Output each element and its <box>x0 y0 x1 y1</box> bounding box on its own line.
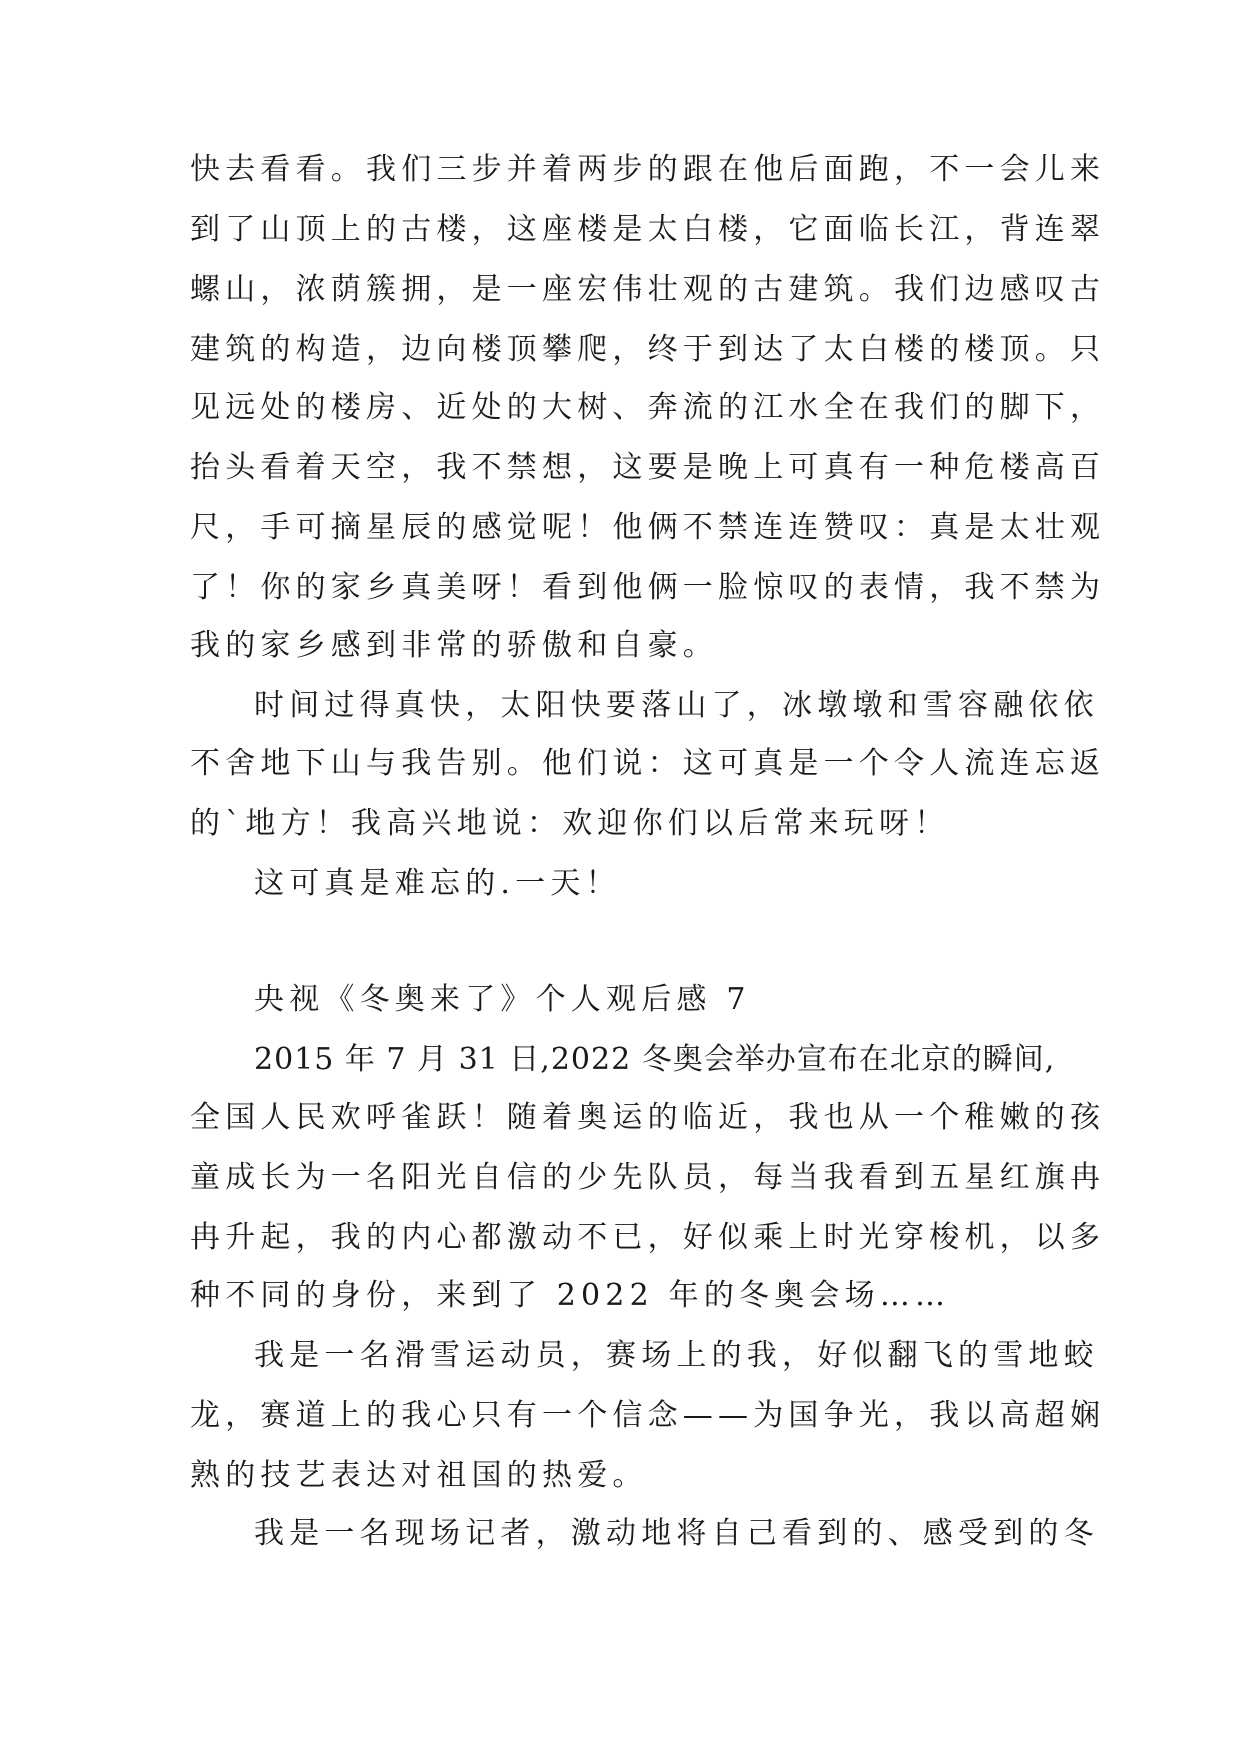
paragraph-start-line: 这可真是难忘的.一天！ <box>254 866 621 901</box>
paragraph-start-line: 时间过得真快，太阳快要落山了，冰墩墩和雪容融依依 <box>254 688 1099 723</box>
text-line: 童成长为一名阳光自信的少先队员，每当我看到五星红旗冉 <box>190 1160 1106 1195</box>
text-line: 我的家乡感到非常的骄傲和自豪。 <box>190 628 718 663</box>
text-line: 的`地方！我高兴地说：欢迎你们以后常来玩呀！ <box>190 806 950 841</box>
text-line: 了！你的家乡真美呀！看到他俩一脸惊叹的表情，我不禁为 <box>190 570 1106 605</box>
paragraph-start-line: 2015 年 7 月 31 日,2022 冬奥会举办宣布在北京的瞬间, <box>254 1042 1056 1077</box>
text-line: 不舍地下山与我告别。他们说：这可真是一个令人流连忘返 <box>190 746 1106 781</box>
text-line: 全国人民欢呼雀跃！随着奥运的临近，我也从一个稚嫩的孩 <box>190 1100 1106 1135</box>
text-line: 冉升起，我的内心都激动不已，好似乘上时光穿梭机，以多 <box>190 1220 1106 1255</box>
text-line: 建筑的构造，边向楼顶攀爬，终于到达了太白楼的楼顶。只 <box>190 332 1106 367</box>
text-line: 种不同的身份，来到了 2022 年的冬奥会场…… <box>190 1278 951 1313</box>
paragraph-start-line: 我是一名现场记者，激动地将自己看到的、感受到的冬 <box>254 1516 1099 1551</box>
text-line: 尺，手可摘星辰的感觉呢！他俩不禁连连赞叹：真是太壮观 <box>190 510 1106 545</box>
paragraph-start-line: 我是一名滑雪运动员，赛场上的我，好似翻飞的雪地蛟 <box>254 1338 1099 1373</box>
text-line: 龙，赛道上的我心只有一个信念——为国争光，我以高超娴 <box>190 1398 1106 1433</box>
text-line: 抬头看着天空，我不禁想，这要是晚上可真有一种危楼高百 <box>190 450 1106 485</box>
text-line: 熟的技艺表达对祖国的热爱。 <box>190 1458 648 1493</box>
text-line: 快去看看。我们三步并着两步的跟在他后面跑，不一会儿来 <box>190 152 1106 187</box>
text-line: 见远处的楼房、近处的大树、奔流的江水全在我们的脚下， <box>190 390 1106 425</box>
text-line: 螺山，浓荫簇拥，是一座宏伟壮观的古建筑。我们边感叹古 <box>190 272 1106 307</box>
section-heading: 央视《冬奥来了》个人观后感 7 <box>254 982 751 1017</box>
text-line: 到了山顶上的古楼，这座楼是太白楼，它面临长江，背连翠 <box>190 212 1106 247</box>
